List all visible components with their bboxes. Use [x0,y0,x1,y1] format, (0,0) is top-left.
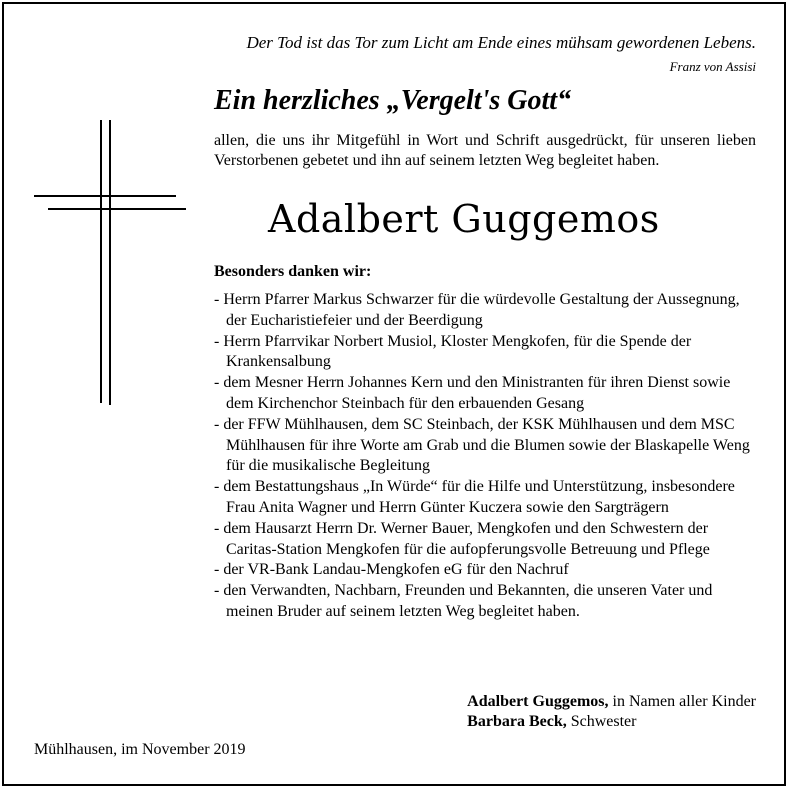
quote-author: Franz von Assisi [669,59,756,74]
list-item: - den Verwandten, Nachbarn, Freunden und Bekannten, die unseren Vater und meinen Bruder auf seinem letzten Weg begleitet haben. [214,582,713,620]
place-date: Mühlhausen, im November 2019 [34,741,246,758]
cross-vertical-line-1 [100,120,102,403]
list-item: - dem Mesner Herrn Johannes Kern und den Ministranten für ihren Dienst sowie dem Kirchenchor Steinbach für den erbauenden Gesang [214,374,731,412]
deceased-name: Adalbert Guggemos [268,197,660,241]
list-item: - der VR-Bank Landau-Mengkofen eG für den Nachruf [214,561,569,579]
list-item: - dem Hausarzt Herrn Dr. Werner Bauer, Mengkofen und den Schwestern der Caritas-Station Mengkofen für die aufopferungsvolle Betreuung und Pflege [214,519,710,558]
cross-vertical-line-2 [109,120,111,405]
signer-name: Adalbert Guggemos, [467,693,609,710]
list-item: - Herrn Pfarrer Markus Schwarzer für die würdevolle Gestaltung der Aussegnung, der Eucharistiefeier und der Beerdigung [214,291,740,329]
signer-role: in Namen aller Kinder [612,693,756,710]
list-item: - dem Bestattungshaus „In Würde“ für die Hilfe und Unterstützung, insbesondere Frau Anita Wagner und Herrn Günter Kuczera sowie den Sargträgern [214,478,735,516]
signer-line [467,692,756,712]
quote-text: Der Tod ist das Tor zum Licht am Ende eines mühsam gewordenen Lebens. [246,33,756,52]
cross-icon [34,120,186,405]
signer-role: Schwester [570,713,637,730]
cross-horizontal-line-1 [34,195,176,197]
cross-horizontal-line-2 [48,208,186,210]
signers [467,692,756,732]
thanks-heading: Ein herzliches „Vergelt's Gott“ [214,85,572,116]
list-item: - Herrn Pfarrvikar Norbert Musiol, Kloster Mengkofen, für die Spende der Krankensalbung [214,332,692,371]
thanks-list [214,290,759,623]
signer-name: Barbara Beck, [467,713,567,730]
intro-text: allen, die uns ihr Mitgefühl in Wort und Schrift ausgedrückt, für unseren lieben Verstorbenen gebetet und ihn auf seinem letzten Weg begleitet haben. [214,132,756,169]
signer-line [467,712,756,732]
special-thanks-heading: Besonders danken wir: [214,263,372,280]
list-item: - der FFW Mühlhausen, dem SC Steinbach, der KSK Mühlhausen und dem MSC Mühlhausen für ihre Worte am Grab und die Blumen sowie der Blaskapelle Weng für die musikalische Begleitung [214,415,750,475]
